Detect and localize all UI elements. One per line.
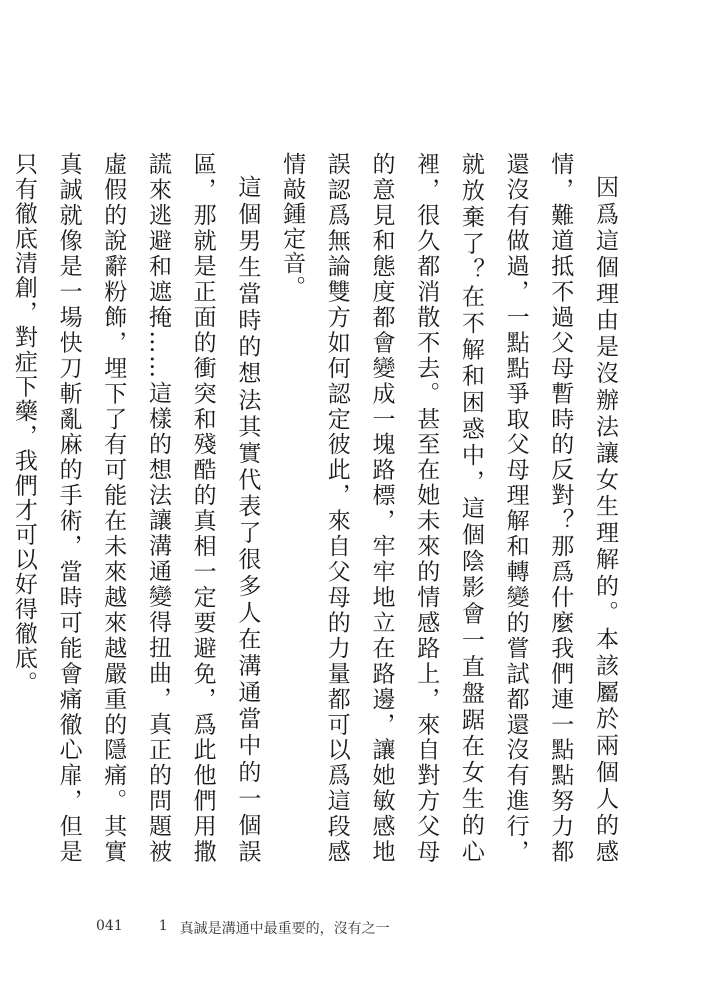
paragraph-2: 這個男生當時的想法其實代表了很多人在溝通當中的一個誤區，那就是正面的衝突和殘酷的真相一定要避免，爲此他們用撒謊來逃避和遮掩……這樣的想法讓溝通變得扭曲，真正的問題被虛假的說辭粉飾，埋下了有可能在未來越來越嚴重的隱痛。其實真誠就像是一場快刀斬亂麻的手術，當時可能會痛徹心扉，但是只有徹底清創，對症下藥，我們才可以好得徹底。 [10,152,261,864]
paragraph-1: 因爲這個理由是沒辦法讓女生理解的。本該屬於兩個人的感情，難道抵不過父母暫時的反對？那爲什麼我們連一點點努力都還沒有做過，一點點爭取父母理解和轉變的嘗試都還沒有進行，就放棄了？在不解和困惑中，這個陰影會一直盤踞在女生的心裡，很久都消散不去。甚至在她未來的情感路上，來自對方父母的意見和態度都會變成一塊路標，牢牢地立在路邊，讓她敏感地誤認爲無論雙方如何認定彼此，來自父母的力量都可以爲這段感情敲鍾定音。 [279,152,618,864]
paragraph-3 [0,152,1,864]
page-number: 041 [96,918,123,934]
page-footer [96,918,390,938]
chapter-title: 真誠是溝通中最重要的，沒有之一 [179,921,390,937]
chapter-number: 1 [158,918,168,934]
vertical-body-text [10,152,627,864]
running-header [159,918,390,938]
